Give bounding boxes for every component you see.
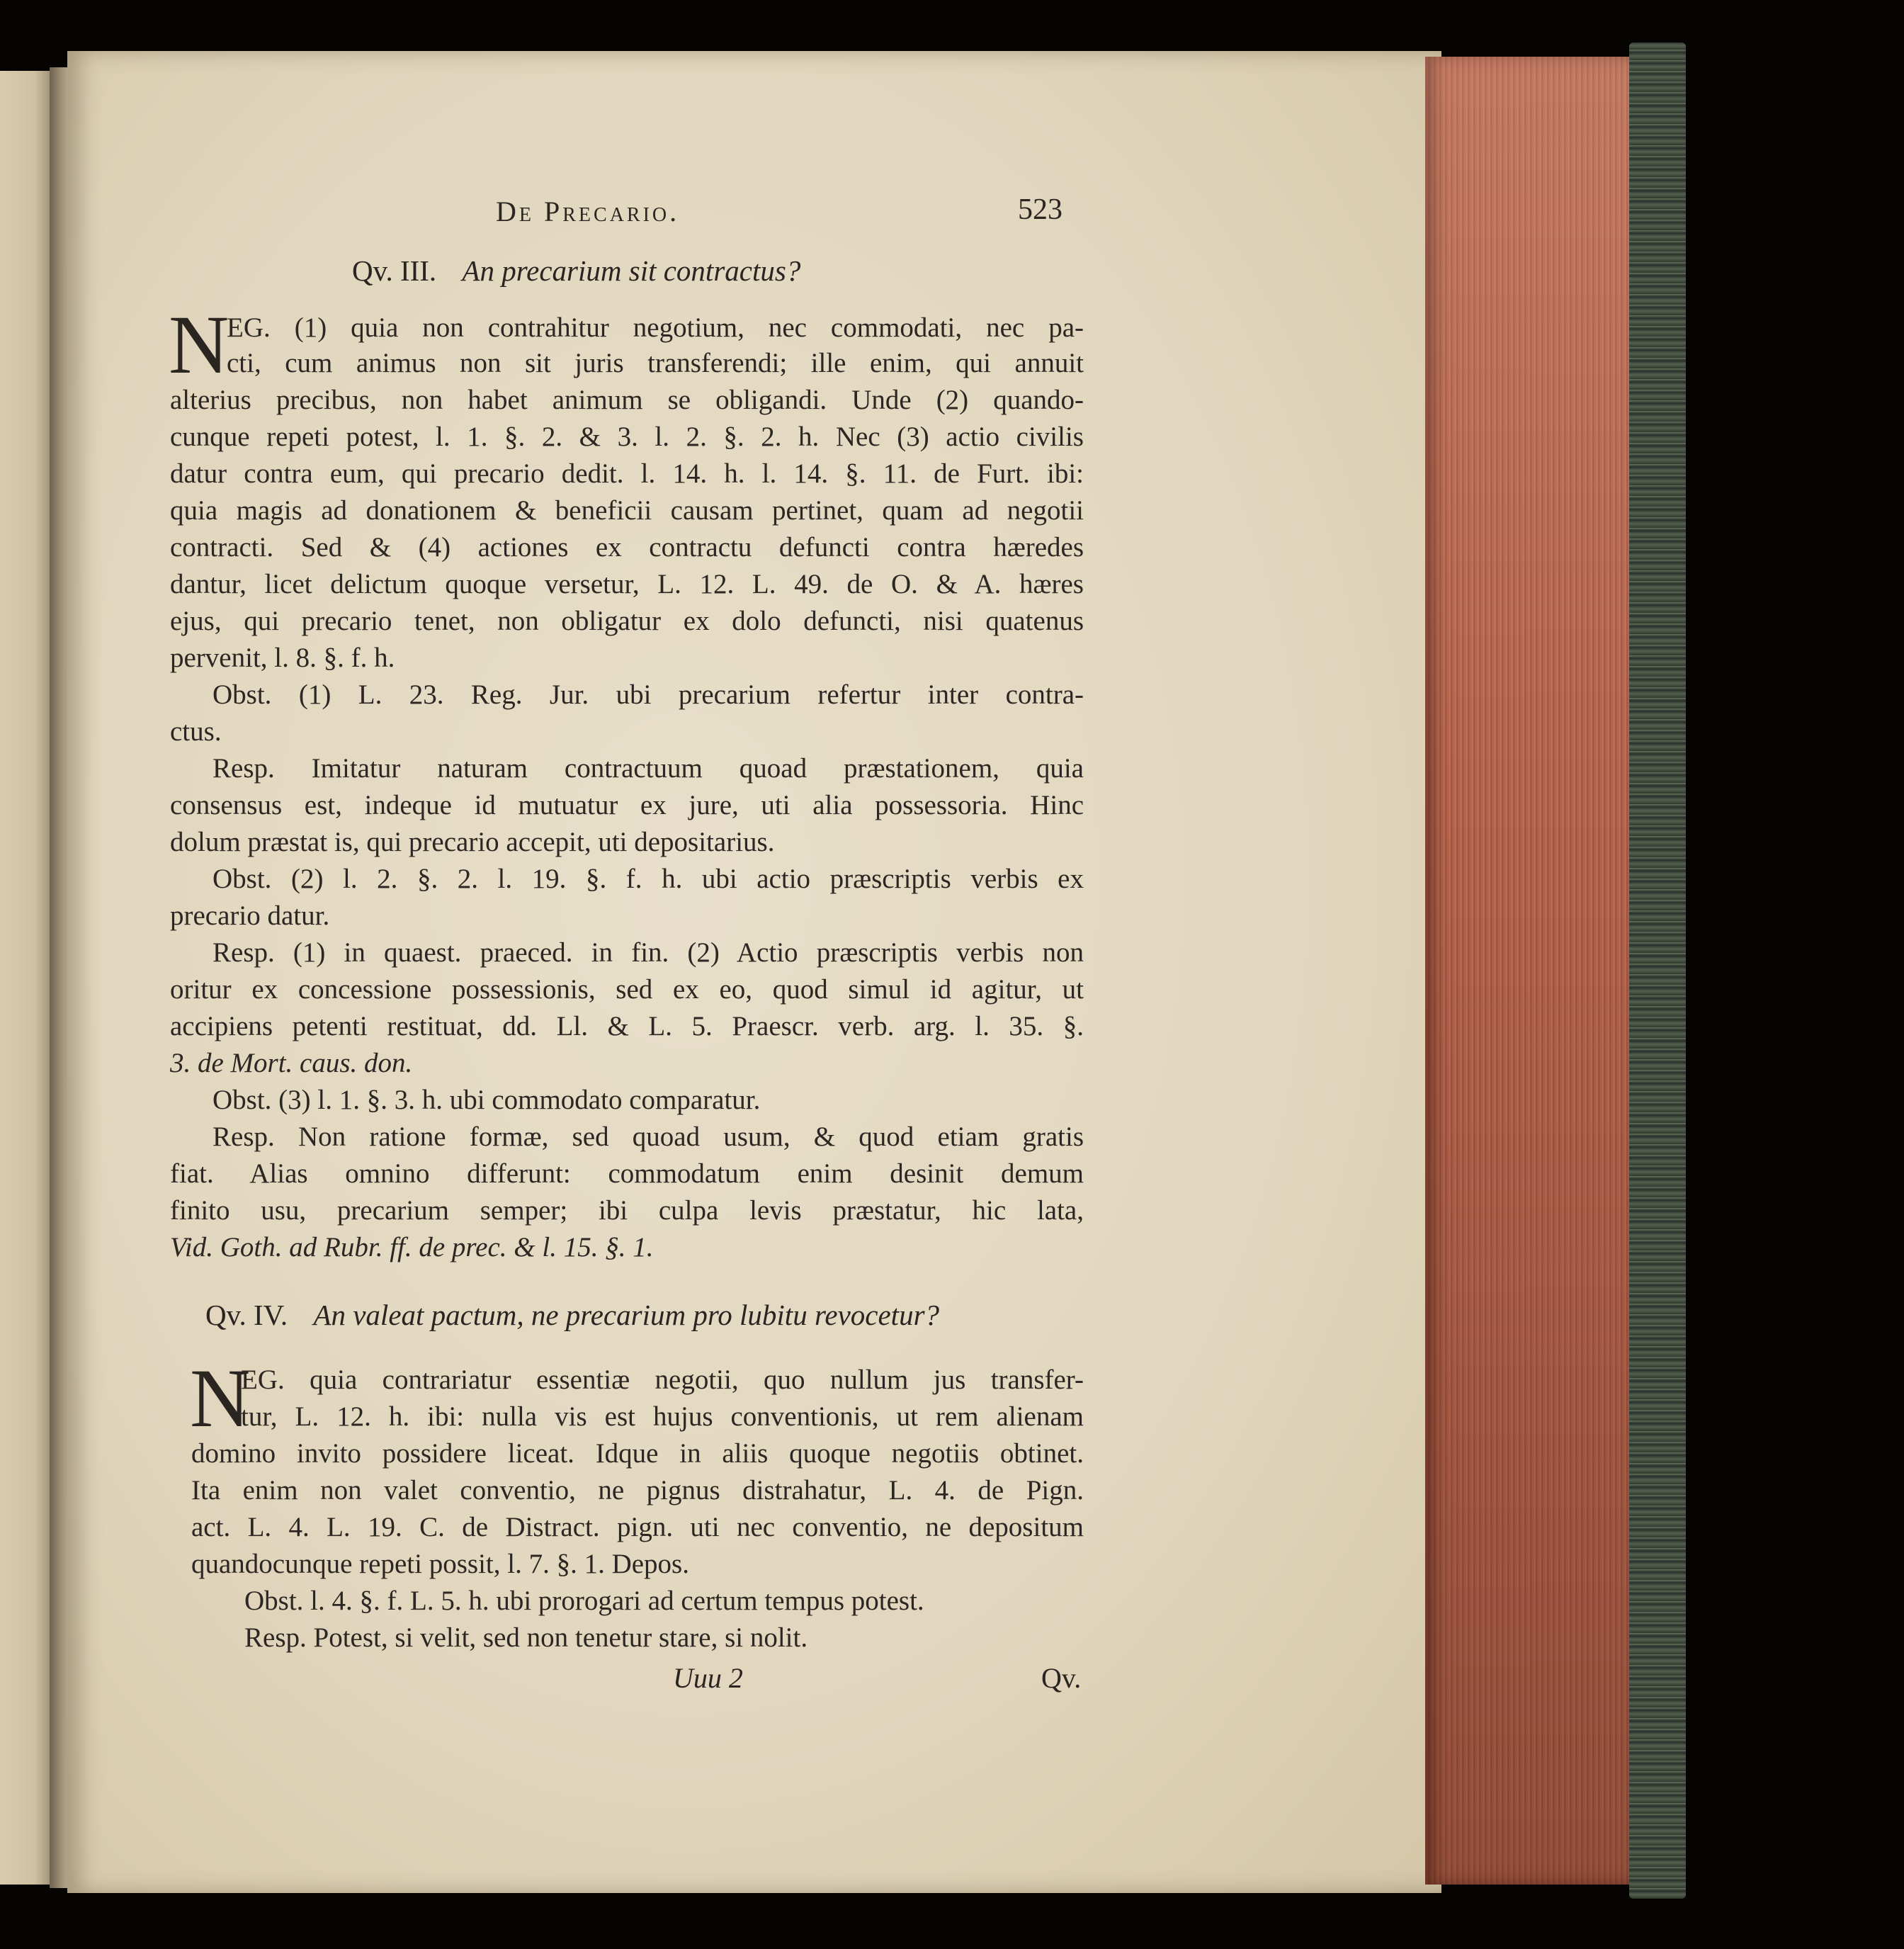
question-3-heading: [352, 254, 800, 288]
body1-line-6: quia magis ad donationem & beneficii causam pertinet, quam ad negotii: [170, 495, 1084, 526]
resp1-line-2: consensus est, indeque id mutuatur ex jure, uti alia possessoria. Hinc: [170, 790, 1084, 820]
body1-line-3: alterius precibus, non habet animum se obligandi. Unde (2) quando-: [170, 385, 1084, 415]
resp3-line-3: finito usu, precarium semper; ibi culpa levis præstatur, hic lata,: [170, 1195, 1084, 1226]
body1-line-1: EG. (1) quia non contrahitur negotium, nec commodati, nec pa-: [227, 312, 1084, 343]
question-4-label: Qv. IV.: [205, 1299, 288, 1331]
resp3-line-2: fiat. Alias omnino differunt: commodatum enim desinit demum: [170, 1158, 1084, 1189]
obst2-line-2: precario datur.: [170, 900, 330, 931]
obst2-line-1: Obst. (2) l. 2. §. 2. l. 19. §. f. h. ubi actio præscriptis verbis ex: [212, 864, 1084, 894]
body1-line-5: datur contra eum, qui precario dedit. l. 14. h. l. 14. §. 11. de Furt. ibi:: [170, 458, 1084, 489]
body1-line-4: cunque repeti potest, l. 1. §. 2. & 3. l. 2. §. 2. h. Nec (3) actio civilis: [170, 422, 1084, 452]
fore-edge-shading: [1425, 57, 1643, 1885]
body2-line-2: tur, L. 12. h. ibi: nulla vis est hujus conventionis, ut rem alienam: [241, 1401, 1084, 1432]
obst4-line-1: Obst. l. 4. §. f. L. 5. h. ubi prorogari ad certum tempus potest.: [244, 1586, 924, 1616]
obst1-line-2: ctus.: [170, 716, 222, 747]
resp2-line-4: 3. de Mort. caus. don.: [170, 1048, 413, 1078]
resp2-line-1: Resp. (1) in quaest. praeced. in fin. (2) Actio præscriptis verbis non: [212, 937, 1084, 968]
page-number: 523: [1018, 193, 1062, 226]
body2-line-1: EG. quia contrariatur essentiæ negotii, quo nullum jus transfer-: [241, 1365, 1084, 1395]
body1-line-9: ejus, qui precario tenet, non obligatur ex dolo defuncti, nisi quatenus: [170, 606, 1084, 636]
body2-line-3: domino invito possidere liceat. Idque in aliis quoque negotiis obtinet.: [191, 1438, 1084, 1469]
question-4-title: An valeat pactum, ne precarium pro lubitu revocetur?: [313, 1299, 940, 1331]
drop-cap-2: N: [190, 1352, 251, 1445]
body1-line-8: dantur, licet delictum quoque versetur, L. 12. L. 49. de O. & A. hæres: [170, 569, 1084, 599]
body2-line-5: act. L. 4. L. 19. C. de Distract. pign. uti nec conventio, ne depositum: [191, 1512, 1084, 1542]
signature-mark: Uuu 2: [673, 1662, 743, 1694]
resp2-line-3: accipiens petenti restituat, dd. Ll. & L. 5. Praescr. verb. arg. l. 35. §.: [170, 1011, 1084, 1041]
running-head: De Precario.: [496, 196, 680, 227]
resp3-line-4: Vid. Goth. ad Rubr. ff. de prec. & l. 15. §. 1.: [170, 1232, 654, 1262]
resp1-line-1: Resp. Imitatur naturam contractuum quoad præstationem, quia: [212, 753, 1084, 784]
catchword: Qv.: [1041, 1662, 1082, 1694]
drop-cap-1: N: [169, 298, 230, 391]
question-3-title: An precarium sit contractus?: [462, 254, 801, 287]
body2-line-6: quandocunque repeti possit, l. 7. §. 1. Depos.: [191, 1549, 689, 1579]
body2-line-4: Ita enim non valet conventio, ne pignus distrahatur, L. 4. de Pign.: [191, 1475, 1084, 1505]
obst3-line-1: Obst. (3) l. 1. §. 3. h. ubi commodato comparatur.: [212, 1085, 761, 1115]
resp1-line-3: dolum præstat is, qui precario accepit, uti depositarius.: [170, 827, 775, 857]
body1-line-10: pervenit, l. 8. §. f. h.: [170, 643, 395, 673]
obst1-line-1: Obst. (1) L. 23. Reg. Jur. ubi precarium refertur inter contra-: [212, 679, 1084, 710]
question-3-label: Qv. III.: [352, 254, 437, 287]
body1-line-7: contracti. Sed & (4) actiones ex contractu defuncti contra hæredes: [170, 532, 1084, 563]
cover-board: [1629, 43, 1686, 1899]
resp4-line-1: Resp. Potest, si velit, sed non tenetur stare, si nolit.: [244, 1622, 808, 1653]
question-4-heading: [205, 1298, 939, 1332]
resp2-line-2: oritur ex concessione possessionis, sed ex eo, quod simul id agitur, ut: [170, 974, 1084, 1005]
resp3-line-1: Resp. Non ratione formæ, sed quoad usum, & quod etiam gratis: [212, 1122, 1084, 1152]
body1-line-2: cti, cum animus non sit juris transferendi; ille enim, qui annuit: [227, 348, 1084, 378]
